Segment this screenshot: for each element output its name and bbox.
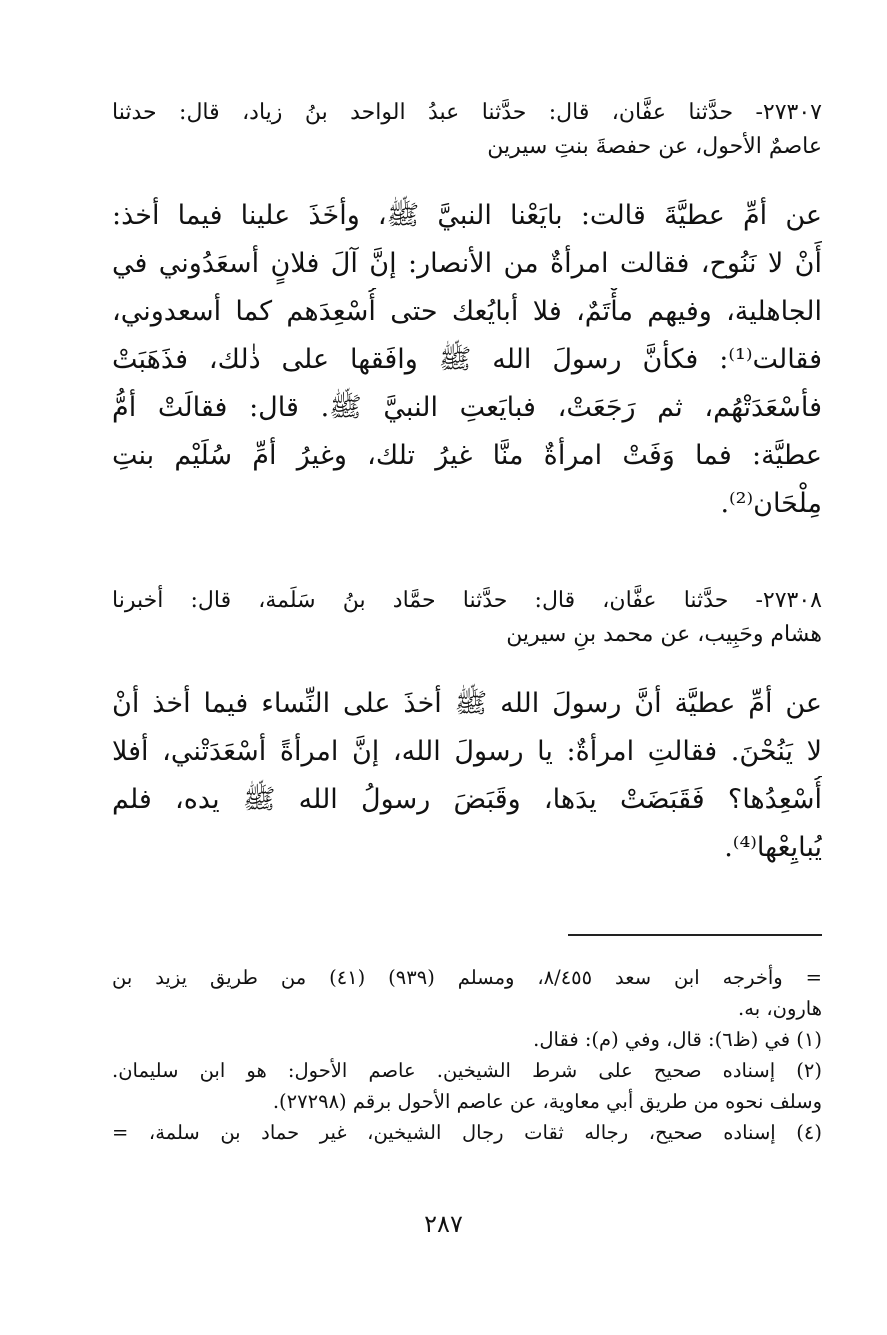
matn-line: عطيَّة: فما وَفَتْ امرأةٌ منَّا غيرُ تلك، وغيرُ أمِّ سُلَيْم بنتِ bbox=[112, 440, 822, 471]
matn-line: عن أمِّ عطيَّة أنَّ رسولَ الله ﷺ أخذَ على النِّساء فيما أخذ أنْ bbox=[112, 688, 822, 719]
matn-line: مِلْحَان⁽²⁾. bbox=[720, 488, 822, 519]
hadith-27308-matn bbox=[112, 680, 822, 872]
isnad-line: عاصمٌ الأحول، عن حفصةَ بنتِ سيرين bbox=[487, 134, 822, 159]
footnote-line: (١) في (ظ٦): قال، وفي (م): فقال. bbox=[533, 1028, 822, 1051]
hadith-27307-matn bbox=[112, 192, 822, 528]
matn-line: لا يَنُحْنَ. فقالتِ امرأةٌ: يا رسولَ الله، إنَّ امرأةً أسْعَدَتْني، أفلا bbox=[112, 736, 822, 767]
page-number: ٢٨٧ bbox=[424, 1210, 463, 1238]
footnotes bbox=[112, 962, 822, 1148]
footnote-line: وسلف نحوه من طريق أبي معاوية، عن عاصم الأحول برقم (٢٧٢٩٨). bbox=[272, 1090, 822, 1113]
hadith-27308-isnad bbox=[112, 584, 822, 652]
matn-line: أُسْعِدُها؟ فَقَبَضَتْ يدَها، وقَبَضَ رسولُ الله ﷺ يده، فلم bbox=[112, 784, 822, 815]
footnote-separator bbox=[568, 934, 822, 936]
footnote-line: هارون، به. bbox=[738, 997, 822, 1020]
matn-line: الجاهلية، وفيهم مأْتَمٌ، فلا أبايُعك حتى أُسْعِدَهم كما أسعدوني، bbox=[112, 296, 822, 327]
matn-line: يُبايِعْها⁽⁴⁾. bbox=[724, 832, 822, 863]
isnad-line: ٢٧٣٠٨- حدَّثنا عفَّان، قال: حدَّثنا حمَّاد بنُ سَلَمة، قال: أخبرنا bbox=[112, 588, 822, 613]
matn-line: عن أمِّ عطيَّةَ قالت: بايَعْنا النبيَّ ﷺ، وأخَذَ علينا فيما أخذ: bbox=[112, 200, 822, 231]
hadith-27307-isnad bbox=[112, 96, 822, 164]
matn-line: أَنْ لا نَنُوح، فقالت امرأةٌ من الأنصار: إنَّ آلَ فلانٍ أسعَدُوني في bbox=[112, 248, 822, 279]
matn-line: فقالت⁽¹⁾: فكأنَّ رسولَ الله ﷺ وافَقها على ذٰلك، فذَهَبَتْ bbox=[112, 344, 822, 375]
footnote-line: (٤) إسناده صحيح، رجاله ثقات رجال الشيخين، غير حماد بن سلمة، = bbox=[112, 1121, 822, 1144]
isnad-line: ٢٧٣٠٧- حدَّثنا عفَّان، قال: حدَّثنا عبدُ الواحد بنُ زياد، قال: حدثنا bbox=[112, 100, 822, 125]
matn-line: فأسْعَدَتْهُم، ثم رَجَعَتْ، فبايَعتِ النبيَّ ﷺ. قال: فقالَتْ أمُّ bbox=[112, 392, 822, 423]
footnote-line: (٢) إسناده صحيح على شرط الشيخين. عاصم الأحول: هو ابن سليمان. bbox=[112, 1059, 822, 1082]
isnad-line: هشام وحَبِيب، عن محمد بنِ سيرين bbox=[506, 622, 822, 647]
footnote-line: = وأخرجه ابن سعد ٨/٤٥٥، ومسلم (٩٣٩) (٤١) من طريق يزيد بن bbox=[112, 966, 822, 989]
